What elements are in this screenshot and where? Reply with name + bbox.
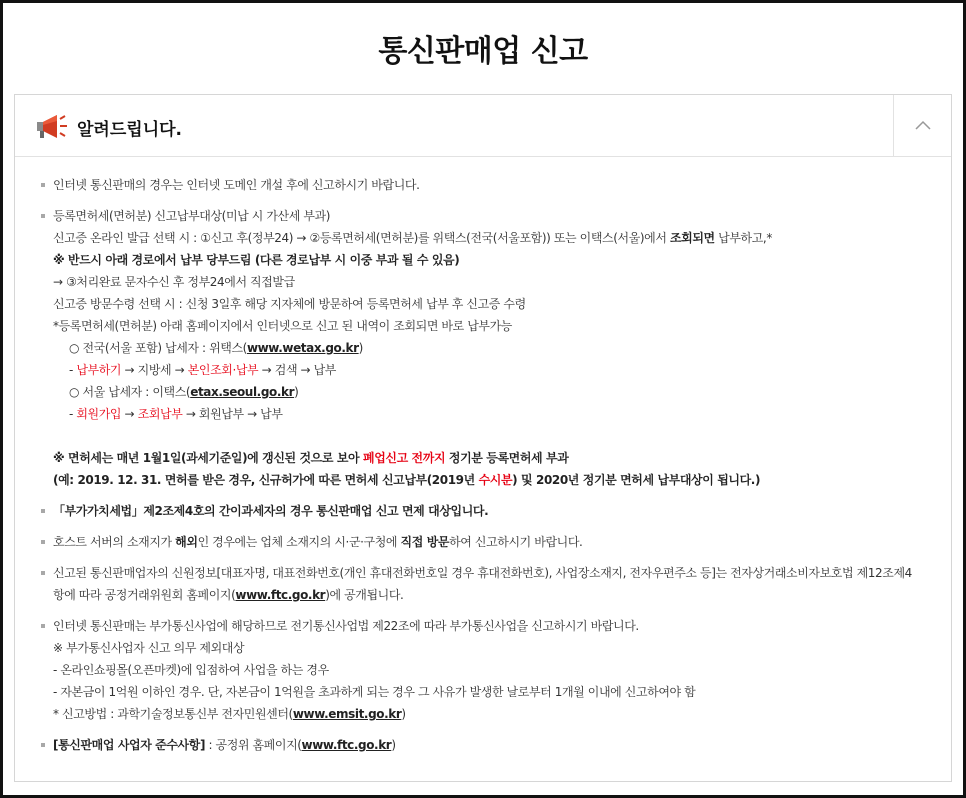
payment-info-line: *등록면허세(면허분) 아래 홈페이지에서 인터넷으로 신고 된 내역이 조회되면 바로 납부가능 <box>53 319 513 333</box>
wetax-steps: - 납부하기 → 지방세 → 본인조회·납부 → 검색 → 납부 <box>69 363 337 377</box>
tax-renewal-note: ※ 면허세는 매년 1월1일(과세기준일)에 갱신된 것으로 보아 폐업신고 전까지 정기분 등록면허세 부과 <box>53 451 569 465</box>
notice-item-compliance: [통신판매업 사업자 준수사항] : 공정위 홈페이지(www.ftc.go.kr) <box>39 734 927 756</box>
ftc-link-compliance[interactable]: www.ftc.go.kr <box>301 738 392 752</box>
tax-example-note: (예: 2019. 12. 31. 면허를 받은 경우, 신규허가에 따른 면허세 신고납부(2019년 수시분) 및 2020년 정기분 면허세 납부대상이 됩니다.) <box>53 473 761 487</box>
notice-header[interactable] <box>15 95 951 157</box>
wetax-link[interactable]: www.wetax.go.kr <box>246 341 359 355</box>
notice-item-overseas-host: 호스트 서버의 소재지가 해외인 경우에는 업체 소재지의 시·군·구청에 직접 방문하여 신고하시기 바랍니다. <box>39 531 927 553</box>
online-issue-line: 신고증 온라인 발급 선택 시 : ①신고 후(정부24) → ②등록면허세(면허분)를 위택스(전국(서울포함)) 또는 이택스(서울)에서 조회되면 납부하고,* <box>53 231 772 245</box>
etax-line: ○ 서울 납세자 : 이택스(etax.seoul.go.kr) <box>69 385 299 399</box>
emsit-link[interactable]: www.emsit.go.kr <box>292 707 402 721</box>
notice-item-domain: 인터넷 통신판매의 경우는 인터넷 도메인 개설 후에 신고하시기 바랍니다. <box>39 174 927 196</box>
notice-panel <box>14 94 952 782</box>
etax-steps: - 회원가입 → 조회납부 → 회원납부 → 납부 <box>69 407 283 421</box>
notice-title: 알려드립니다. <box>77 120 182 140</box>
etax-link[interactable]: etax.seoul.go.kr <box>190 385 295 399</box>
payment-warning: ※ 반드시 아래 경로에서 납부 당부드림 (다른 경로납부 시 이중 부과 될 수 있음) <box>53 253 460 267</box>
wetax-line: ○ 전국(서울 포함) 납세자 : 위택스(www.wetax.go.kr) <box>69 341 363 355</box>
notice-body <box>15 157 951 756</box>
license-tax-heading: 등록면허세(면허분) 신고납부대상(미납 시 가산세 부과) <box>53 209 331 223</box>
ftc-link[interactable]: www.ftc.go.kr <box>235 588 326 602</box>
chevron-up-icon <box>914 119 932 131</box>
notice-item-identity-disclosure: 신고된 통신판매업자의 신원정보[대표자명, 대표전화번호(개인 휴대전화번호일 경우 휴대전화번호), 사업장소재지, 전자우편주소 등]는 전자상거래소비자보호법 제12조제4 항에 따라 공정거래위원회 홈페이지(www.ftc.go.kr)에 공개됩니다. <box>39 562 927 606</box>
notice-item-license-tax <box>39 205 927 491</box>
notice-item-value-added: 인터넷 통신판매는 부가통신사업에 해당하므로 전기통신사업법 제22조에 따라 부가통신사업을 신고하시기 바랍니다. ※ 부가통신사업자 신고 의무 제외대상 - 온라인쇼핑몰(오픈마켓)에 입점하여 사업을 하는 경우 - 자본금이 1억원 이하인 경우. 단, 자본금이 1억원을 초과하게 되는 경우 그 사유가 발생한 날로부터 1개월 이내에 신고하여야 함 * 신고방법 : 과학기술정보통신부 전자민원센터(www.emsit.go.kr) <box>39 615 927 725</box>
megaphone-icon <box>35 113 69 139</box>
collapse-button[interactable] <box>893 95 951 157</box>
page-title: 통신판매업 신고 <box>378 34 588 69</box>
issue-step-3: → ③처리완료 문자수신 후 정부24에서 직접발급 <box>53 275 295 289</box>
visit-receipt-line: 신고증 방문수령 선택 시 : 신청 3일후 해당 지자체에 방문하여 등록면허세 납부 후 신고증 수령 <box>53 297 526 311</box>
notice-item-exemption: 「부가가치세법」제2조제4호의 간이과세자의 경우 통신판매업 신고 면제 대상입니다. <box>39 500 927 522</box>
